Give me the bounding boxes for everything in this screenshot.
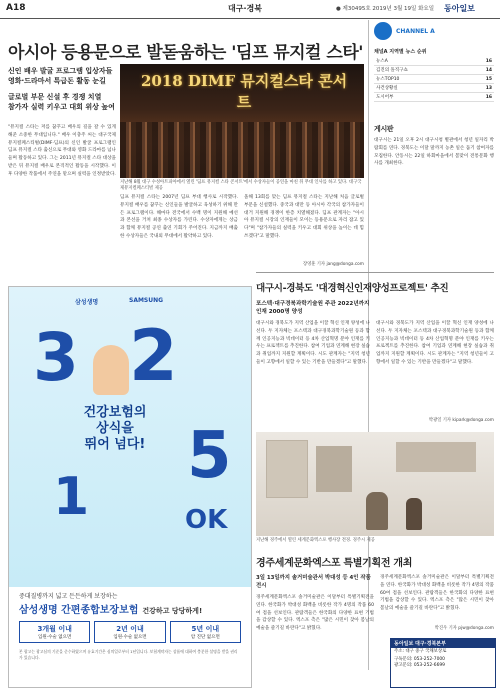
ad-tagline: 중대질병까지 넓고 든든하게 보장하는 bbox=[19, 593, 118, 600]
painting-frame bbox=[266, 440, 308, 498]
main-photo-caption: 지난해 8월 대구 수성아트피아에서 열린 '딤프 뮤지컬 스타 콘서트'에서 수상자들이 공연을 마친 뒤 무대 인사를 하고 있다. 대구국제뮤지컬페스티벌 제공 bbox=[120, 180, 362, 191]
ad-slogan bbox=[45, 405, 185, 453]
ad-condition-box bbox=[170, 621, 241, 643]
row-value: 15 bbox=[467, 75, 494, 84]
exhibition-photo bbox=[256, 432, 494, 536]
article3-byline: 박진우 기자 pjw@donga.com bbox=[434, 626, 494, 631]
ad-brand-right: SAMSUNG bbox=[129, 297, 164, 304]
painting-frame bbox=[396, 442, 476, 472]
contact-title: 동아일보 대구·경북본부 bbox=[391, 639, 495, 648]
main-headline: 아시아 등용문으로 발돋움하는 '딤프 뮤지컬 스타' bbox=[8, 43, 363, 63]
painting-frame bbox=[316, 446, 352, 492]
table-row bbox=[374, 84, 494, 93]
ad-condition-box bbox=[94, 621, 165, 643]
section-name: 대구·경북 bbox=[228, 4, 262, 13]
ad-number-5: 5 bbox=[187, 419, 232, 493]
date-line: ● 제30495호 2019년 3월 19일 화요일 bbox=[336, 6, 435, 12]
subhead-line: 참가자 실력 키우고 대회 위상 높여 bbox=[8, 103, 115, 111]
channel-a-logo-icon bbox=[374, 22, 392, 40]
ad-number-1: 1 bbox=[53, 467, 90, 527]
ad-slogan-line: 뛰어 넘다! bbox=[84, 437, 146, 452]
main-body-mid: 딤프 뮤지컬 스타는 2007년 딤프 부대 행사로 시작했다. 뮤지컬 배우를 꿈꾸는 신인들을 발굴하고 육성하기 위해 만든 프로그램이다. 해마다 전국에서 수백 명이 지원해 예선과 본선을 거쳐 최종 수상자를 가린다. 수상자에게는 상금과 함께 뮤지컬 공연 출연 기회가 주어진다. 지금까지 배출한 수상자들은 국내외 무대에서 활약하고 있다. bbox=[120, 195, 238, 239]
ad-box-title: 2년 이내 bbox=[116, 625, 144, 633]
ad-person-illustration bbox=[93, 345, 129, 395]
exhibition-photo-caption: 지난해 경주에서 열린 세계문화엑스포 행사장 전경. 경주시 제공 bbox=[256, 538, 375, 543]
visitor-figure bbox=[406, 498, 422, 530]
ad-box-desc: 암 진단 없으면 bbox=[190, 635, 220, 640]
section-rule bbox=[256, 272, 494, 273]
contact-line: 구독문의: 053-252-7000 bbox=[394, 656, 445, 662]
article2-body-right: 대구시와 경북도가 지역 산업을 이끌 혁신 인재 양성에 나선다. 두 지자체는 포스텍과 대구경북과학기술원 등과 함께 인공지능과 빅데이터 등 4차 산업혁명 분야 인재를 키우는 프로젝트를 추진한다. 참여 기업과 연계해 현장 실습과 취업까지 지원할 계획이다. 시도 관계자는 "지역 청년들이 고향에서 일할 수 있는 기반을 만들겠다"고 말했다. bbox=[376, 321, 494, 365]
row-name: 뉴스A bbox=[374, 57, 467, 66]
page-number: A18 bbox=[6, 3, 26, 13]
photo-banner-text: 2018 DIMF 뮤지컬스타 콘서트 bbox=[140, 72, 348, 111]
ad-ok-text: OK bbox=[185, 505, 228, 535]
row-name: 도시어부 bbox=[374, 93, 467, 102]
article2-headline: 대구시-경북도 '대경혁신인재양성프로젝트' 추진 bbox=[256, 283, 449, 294]
ad-condition-boxes bbox=[19, 621, 241, 643]
article3-body-right: 경주세계문화엑스포 솔거미술관은 이달부터 특별기획전을 연다. 한국화가 박대성 화백을 비롯한 작가 4명의 작품 60여 점을 선보인다. 관람객들은 한국화의 다양한 표현 기법을 감상할 수 있다. 엑스포 측은 "많은 시민이 찾아 봄날의 예술을 즐기길 바란다"고 밝혔다. bbox=[380, 575, 494, 612]
article2-byline: 박광일 기자 kipark@donga.com bbox=[428, 418, 494, 423]
table-row bbox=[374, 93, 494, 102]
sidebar-table bbox=[374, 57, 494, 102]
ad-box-desc: 입원·수술 없으면 bbox=[113, 635, 147, 640]
article2-subhead: 포스텍·대구경북과학기술원 주관 2022년까지 인재 2000명 양성 bbox=[256, 301, 370, 315]
main-body-left: "뮤지컬 스타는 저를 꿈꾸고 배우의 길을 갈 수 있게 해준 소중한 무대입니다." 배우 이충주 씨는 대구국제뮤지컬페스티벌(DIMF·딤프)의 신인 발굴 프로그램인 딤프 뮤지컬 스타 출신으로 무대와 영화 드라마를 넘나들며 활동하고 있다. 그는 2011년 뮤지컬 스타 대상을 받은 뒤 뮤지컬 배우로 본격적인 활동을 시작했다. 이후 다양한 작품에서 주연을 맡으며 실력을 인정받았다. bbox=[8, 125, 116, 177]
article3-body-left: 경주세계문화엑스포 솔거미술관은 이달부터 특별기획전을 연다. 한국화가 박대성 화백을 비롯한 작가 4명의 작품 60여 점을 선보인다. 관람객들은 한국화의 다양한 표현 기법을 감상할 수 있다. 엑스포 측은 "많은 시민이 찾아 봄날의 예술을 즐기길 바란다"고 밝혔다. bbox=[256, 595, 374, 632]
row-value: 16 bbox=[467, 57, 494, 66]
samsung-life-ad bbox=[8, 286, 252, 688]
contact-box bbox=[390, 638, 496, 688]
main-subhead bbox=[8, 66, 116, 112]
main-byline: 장영훈 기자 jang@donga.com bbox=[302, 262, 364, 267]
notice-text: 대구시는 21일 오후 2시 대구시청 별관에서 청년 일자리 박람회를 연다. 경북도는 이달 말까지 농촌 일손 돕기 참여자를 모집한다. 안동시는 22일 하회마을에서 봄맞이 전통문화 행사를 개최한다. bbox=[374, 138, 494, 167]
page-header bbox=[0, 0, 500, 19]
sidebar-schedule-title: 채널A 지역별 뉴스 순위 bbox=[374, 49, 427, 55]
ad-condition-box bbox=[19, 621, 90, 643]
ad-number-2: 2 bbox=[129, 315, 178, 397]
ad-box-desc: 입원·수술 없으면 bbox=[38, 635, 72, 640]
row-name: 사건상황실 bbox=[374, 84, 467, 93]
subhead-line: 영화·드라마서 특급돈 활동 눈길 bbox=[8, 77, 106, 85]
row-name: 뉴스TOP10 bbox=[374, 75, 467, 84]
ad-fine-print: 본 광고는 광고심의 기준을 준수하였으며 유효기간은 심의일로부터 1년입니다. 보험계약자는 상품에 대하여 충분한 설명을 받을 권리가 있습니다. bbox=[19, 649, 238, 660]
article3-subhead: 3일 13일까지 솔거미술관서 박대성 등 4인 작품 전시 bbox=[256, 575, 371, 589]
ad-product-name: 삼성생명 간편종합보장보험 bbox=[19, 605, 139, 616]
ad-product-suffix: 건강하고 당당하게! bbox=[142, 607, 203, 615]
main-photo bbox=[120, 64, 364, 178]
table-row bbox=[374, 57, 494, 66]
ad-slogan-line: 상식을 bbox=[96, 421, 134, 436]
visitor-figure bbox=[366, 492, 388, 530]
ad-box-title: 3개월 이내 bbox=[37, 625, 72, 633]
row-value: 14 bbox=[467, 66, 494, 75]
sidebar bbox=[374, 22, 494, 237]
row-value: 13 bbox=[467, 84, 494, 93]
ad-box-title: 5년 이내 bbox=[191, 625, 220, 633]
photo-crowd bbox=[120, 122, 364, 178]
sidebar-brand: CHANNEL A bbox=[396, 27, 435, 35]
article2-body-left: 대구시와 경북도가 지역 산업을 이끌 혁신 인재 양성에 나선다. 두 지자체는 포스텍과 대구경북과학기술원 등과 함께 인공지능과 빅데이터 등 4차 산업혁명 분야 인재를 키우는 프로젝트를 추진한다. 참여 기업과 연계해 현장 실습과 취업까지 지원할 계획이다. 시도 관계자는 "지역 청년들이 고향에서 일할 수 있는 기반을 만들겠다"고 말했다. bbox=[256, 321, 370, 365]
row-value: 16 bbox=[467, 93, 494, 102]
ad-product-line bbox=[19, 601, 202, 616]
article3-headline: 경주세계문화엑스포 특별기획전 개최 bbox=[256, 558, 413, 569]
table-row bbox=[374, 75, 494, 84]
row-name: 김진의 돌직구쇼 bbox=[374, 66, 467, 75]
ad-slogan-line: 건강보험의 bbox=[83, 405, 147, 420]
table-row bbox=[374, 66, 494, 75]
contact-line: 주소: 대구 중구 국채보상로 bbox=[394, 649, 447, 654]
main-body-right: 올해 13회를 맞는 딤프 뮤지컬 스타는 지난해 처음 글로벌 부문을 신설했다. 중국과 대만 등 아시아 각국의 참가자들이 대거 지원해 경쟁이 한층 치열해졌다. 딤프 관계자는 "아시아 뮤지컬 시장의 인재들이 모이는 등용문으로 자리 잡고 있다"며 "참가자들의 실력을 키우고 대회 위상을 높이는 데 힘쓰겠다"고 말했다. bbox=[244, 195, 364, 239]
subhead-line: 글로벌 부문 신설 후 경쟁 치열 bbox=[8, 93, 102, 101]
contact-line: 광고문의: 053-252-6699 bbox=[394, 663, 445, 668]
notice-title: 게시판 bbox=[374, 125, 394, 133]
subhead-line: 신인 배우 발굴 프로그램 입상자들 bbox=[8, 67, 113, 75]
ad-number-3: 3 bbox=[33, 319, 79, 396]
ad-brand-left: 삼성생명 bbox=[75, 299, 99, 306]
newspaper-brand: 동아일보 bbox=[444, 4, 475, 13]
